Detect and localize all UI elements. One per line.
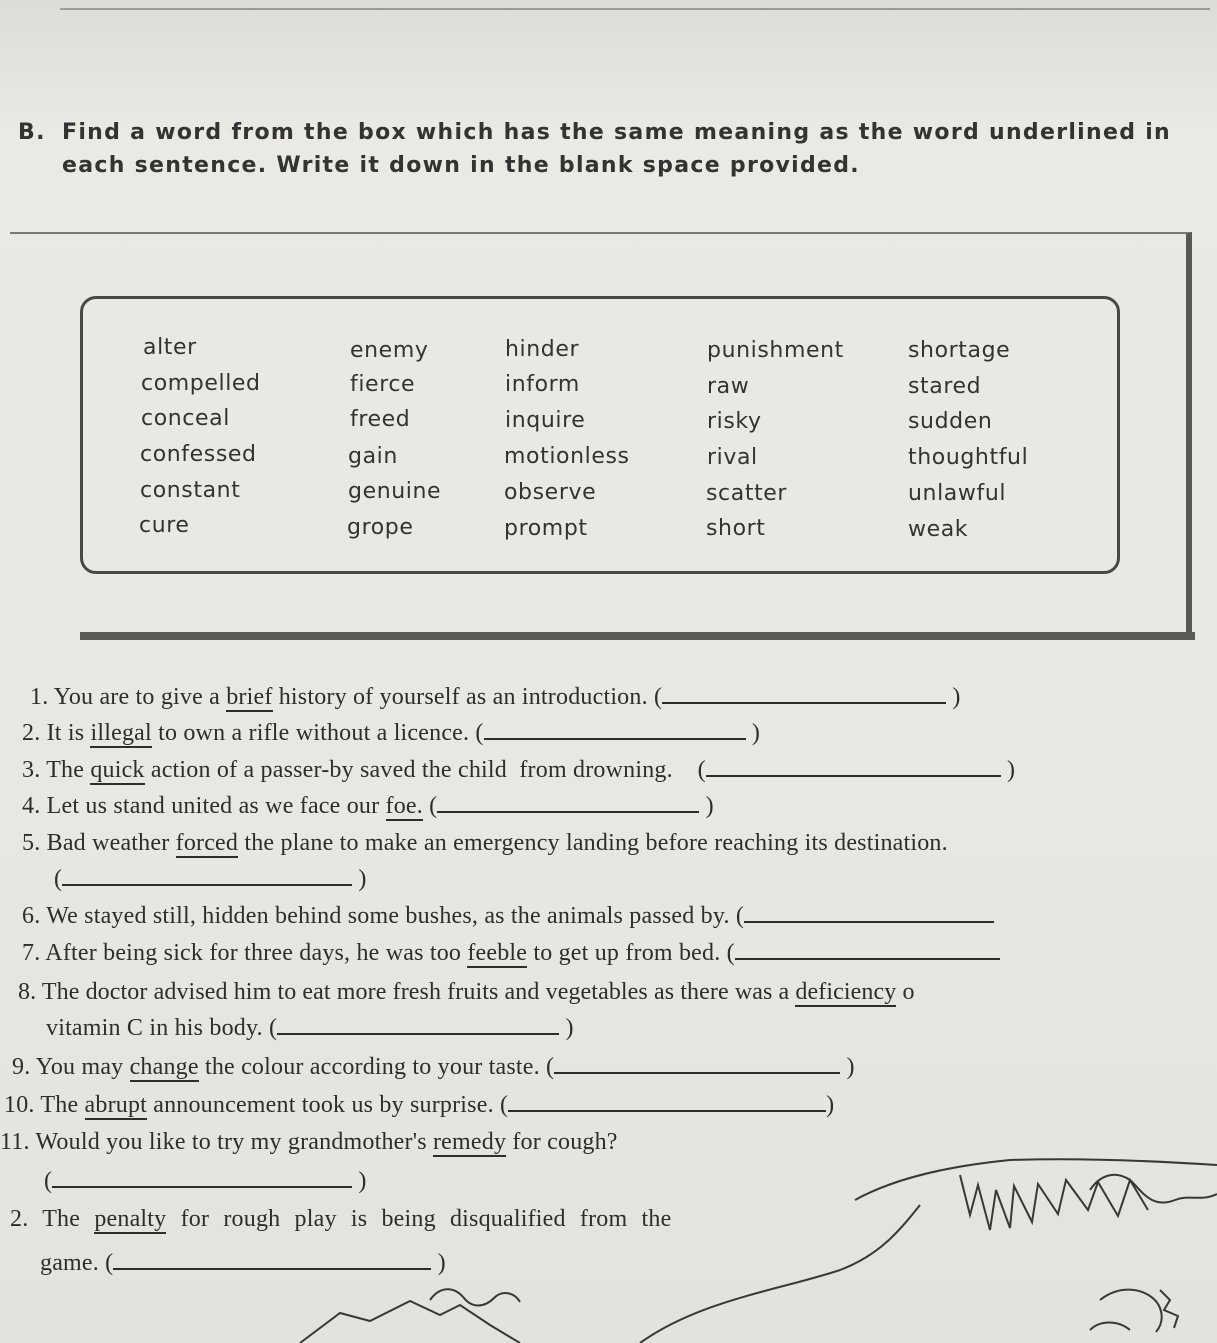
question-text: You are to give a [53, 684, 220, 710]
question-number: 1. [30, 684, 49, 710]
close-paren: ) [846, 1054, 855, 1080]
word-rival: rival [707, 445, 758, 470]
word-prompt: prompt [504, 516, 588, 541]
word-alter: alter [143, 335, 197, 360]
question-text: o [902, 979, 915, 1005]
word-enemy: enemy [350, 338, 429, 363]
question-text: for rough play is being disqualified from the [180, 1206, 672, 1232]
word-stared: stared [908, 374, 982, 399]
word-weak: weak [908, 517, 969, 542]
question-number: 11. [0, 1129, 30, 1155]
question-text: action of a passer-by saved the child from drowning. ( [150, 757, 706, 783]
word-gain: gain [348, 444, 398, 469]
underlined-word: quick [90, 757, 145, 783]
underlined-word: abrupt [84, 1092, 148, 1118]
question-text: We stayed still, hidden behind some bushes, as the animals passed by. ( [46, 903, 745, 929]
word-shortage: shortage [908, 338, 1011, 363]
sketch-leaves [430, 1289, 520, 1305]
word-inform: inform [505, 372, 580, 397]
word-grope: grope [347, 515, 414, 540]
question-number: 9. [12, 1054, 31, 1080]
question-text: Bad weather [46, 830, 170, 856]
underlined-word: penalty [94, 1206, 167, 1232]
question-text: The doctor advised him to eat more fresh fruits and vegetables as there was a [41, 979, 790, 1005]
question-number: 4. [22, 793, 41, 819]
word-inquire: inquire [505, 408, 586, 433]
word-risky: risky [707, 409, 762, 434]
question-text: game. ( [40, 1250, 114, 1276]
question-number: 2. [22, 720, 41, 746]
question-text: to get up from bed. ( [533, 940, 735, 966]
section-number: B. [18, 120, 46, 145]
word-motionless: motionless [504, 444, 630, 469]
word-constant: constant [140, 478, 241, 503]
sketch-hill-line [640, 1205, 920, 1343]
sketch-twig [1160, 1290, 1178, 1328]
word-raw: raw [707, 374, 750, 399]
close-paren: ) [952, 684, 961, 710]
question-text: The [42, 1206, 81, 1232]
close-paren: ) [358, 1168, 367, 1194]
sketch-branch [1090, 1175, 1217, 1203]
sketch-rocks [300, 1301, 520, 1343]
word-scatter: scatter [706, 481, 788, 506]
word-short: short [706, 516, 766, 541]
word-genuine: genuine [348, 479, 442, 504]
question-text: Let us stand united as we face our [46, 793, 380, 819]
question-number: 5. [22, 830, 41, 856]
question-number: 7. [22, 940, 41, 966]
question-number: 2. [10, 1206, 29, 1232]
word-punishment: punishment [707, 338, 844, 363]
word-conceal: conceal [141, 406, 230, 431]
close-paren: ) [565, 1015, 574, 1041]
instructions-line-1: Find a word from the box which has the same meaning as the word underlined in [62, 120, 1172, 145]
question-text: The [46, 757, 85, 783]
close-paren: ) [826, 1092, 835, 1118]
question-text: vitamin C in his body. ( [46, 1015, 278, 1041]
question-text: ( [429, 793, 438, 819]
underlined-word: illegal [90, 720, 152, 746]
word-confessed: confessed [140, 442, 257, 467]
close-paren: ) [1007, 757, 1016, 783]
question-text: Would you like to try my grandmother's [35, 1129, 427, 1155]
close-paren: ) [705, 793, 714, 819]
sketch-grass [960, 1175, 1148, 1230]
word-hinder: hinder [505, 337, 580, 362]
instructions-line-2: each sentence. Write it down in the blank space provided. [62, 153, 860, 178]
question-text: It is [46, 720, 85, 746]
underlined-word: change [129, 1054, 199, 1080]
question-text: announcement took us by surprise. ( [153, 1092, 509, 1118]
question-number: 6. [22, 903, 41, 929]
word-freed: freed [350, 407, 411, 432]
question-text: the colour according to your taste. ( [204, 1054, 555, 1080]
question-text: You may [35, 1054, 124, 1080]
question-number: 10. [4, 1092, 35, 1118]
question-number: 3. [22, 757, 41, 783]
underlined-word: foe. [385, 793, 423, 819]
sketch-animal [1090, 1290, 1162, 1332]
question-text: After being sick for three days, he was too [45, 940, 462, 966]
question-text: the plane to make an emergency landing before reaching its destination. [244, 830, 948, 856]
underlined-word: remedy [432, 1129, 507, 1155]
underlined-word: feeble [467, 940, 528, 966]
word-thoughtful: thoughtful [908, 445, 1029, 470]
question-text: for cough? [512, 1129, 618, 1155]
word-unlawful: unlawful [908, 481, 1007, 506]
question-text: The [40, 1092, 79, 1118]
close-paren: ) [437, 1250, 446, 1276]
question-text: history of yourself as an introduction. ( [278, 684, 663, 710]
word-cure: cure [139, 513, 190, 538]
close-paren: ) [751, 720, 761, 746]
open-paren: ( [54, 866, 63, 892]
word-sudden: sudden [908, 409, 993, 434]
close-paren: ) [358, 866, 367, 892]
question-text: to own a rifle without a licence. ( [158, 720, 484, 746]
question-number: 8. [18, 979, 37, 1005]
word-compelled: compelled [141, 371, 261, 396]
underlined-word: deficiency [795, 979, 897, 1005]
word-fierce: fierce [350, 372, 416, 397]
underlined-word: brief [226, 684, 273, 710]
open-paren: ( [44, 1168, 53, 1194]
word-observe: observe [504, 480, 597, 505]
underlined-word: forced [175, 830, 239, 856]
